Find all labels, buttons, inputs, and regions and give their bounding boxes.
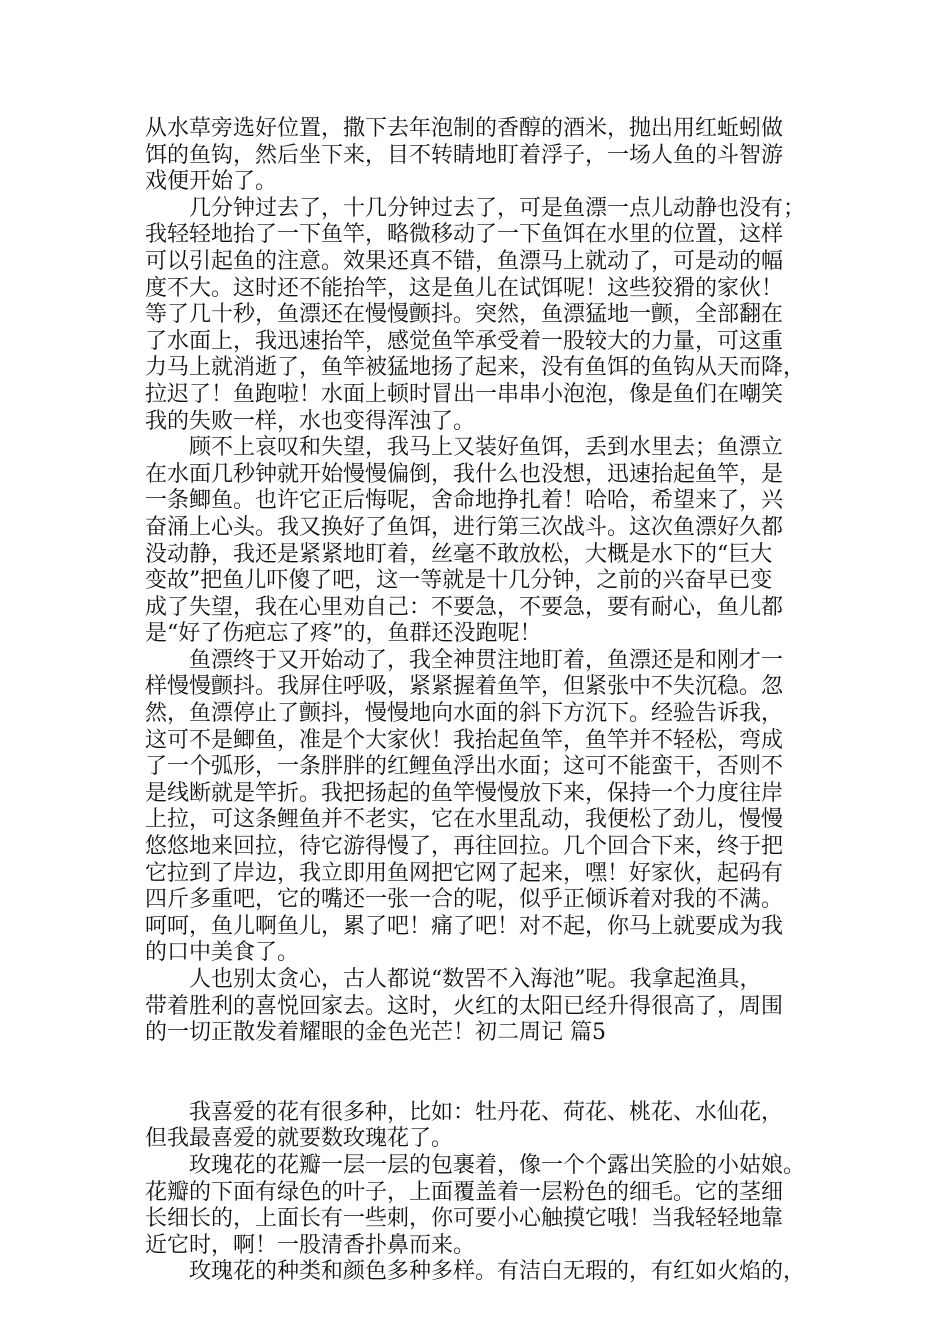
text-line: 饵的鱼钩，然后坐下来，目不转睛地盯着浮子，一场人鱼的斗智游 xyxy=(145,142,784,168)
text-line: 但我最喜爱的就要数玫瑰花了。 xyxy=(145,1126,454,1152)
text-line: 的一切正散发着耀眼的金色光芒！初二周记 篇5 xyxy=(145,1020,606,1046)
document-body xyxy=(145,116,825,1286)
text-line: 成了失望，我在心里劝自己：不要急，不要急，要有耐心，鱼儿都 xyxy=(145,594,784,620)
text-line: 我喜爱的花有很多种，比如：牡丹花、荷花、桃花、水仙花， xyxy=(145,1099,784,1125)
text-line: 然，鱼漂停止了颤抖，慢慢地向水面的斜下方沉下。经验告诉我， xyxy=(145,701,784,727)
text-line: 可以引起鱼的注意。效果还真不错，鱼漂马上就动了，可是动的幅 xyxy=(145,248,784,274)
text-line: 戏便开始了。 xyxy=(145,169,278,195)
text-line: 我轻轻地抬了一下鱼竿，略微移动了一下鱼饵在水里的位置，这样 xyxy=(145,222,784,248)
text-line: 变故”把鱼儿吓傻了吧，这一等就是十几分钟，之前的兴奋早已变 xyxy=(145,568,773,594)
text-line: 从水草旁选好位置，撒下去年泡制的香醇的酒米，抛出用红蚯蚓做 xyxy=(145,116,784,141)
text-line: 近它时，啊！一股清香扑鼻而来。 xyxy=(145,1232,476,1258)
text-line: 度不大。这时还不能抬竿，这是鱼儿在试饵呢！这些狡猾的家伙！ xyxy=(145,275,784,301)
text-line: 样慢慢颤抖。我屏住呼吸，紧紧握着鱼竿，但紧张中不失沉稳。忽 xyxy=(145,674,784,700)
essay-part-fishing xyxy=(145,116,825,1047)
text-line: 玫瑰花的花瓣一层一层的包裹着，像一个个露出笑脸的小姑娘。 xyxy=(145,1152,806,1178)
text-line: 上拉，可这条鲤鱼并不老实，它在水里乱动，我便松了劲儿，慢慢 xyxy=(145,807,784,833)
text-line: 一条鲫鱼。也许它正后悔呢，舍命地挣扎着！哈哈，希望来了，兴 xyxy=(145,488,784,514)
text-line: 呵呵，鱼儿啊鱼儿，累了吧！痛了吧！对不起，你马上就要成为我 xyxy=(145,913,784,939)
text-line: 我的失败一样，水也变得浑浊了。 xyxy=(145,408,476,434)
text-line: 了水面上，我迅速抬竿，感觉鱼竿承受着一股较大的力量，可这重 xyxy=(145,328,784,354)
text-line: 拉迟了！鱼跑啦！水面上顿时冒出一串串小泡泡，像是鱼们在嘲笑 xyxy=(145,381,784,407)
text-line: 悠悠地来回拉，待它游得慢了，再往回拉。几个回合下来，终于把 xyxy=(145,834,784,860)
text-line: 鱼漂终于又开始动了，我全神贯注地盯着，鱼漂还是和刚才一 xyxy=(145,647,784,673)
text-line: 是线断就是竿折。我把扬起的鱼竿慢慢放下来，保持一个力度往岸 xyxy=(145,780,784,806)
text-line: 等了几十秒，鱼漂还在慢慢颤抖。突然，鱼漂猛地一颤，全部翻在 xyxy=(145,302,784,328)
text-line: 了一个弧形，一条胖胖的红鲤鱼浮出水面；这可不能蛮干，否则不 xyxy=(145,754,784,780)
text-line: 它拉到了岸边，我立即用鱼网把它网了起来，嘿！好家伙，起码有 xyxy=(145,860,784,886)
text-line: 四斤多重吧，它的嘴还一张一合的呢，似乎正倾诉着对我的不满。 xyxy=(145,887,784,913)
text-line: 没动静，我还是紧紧地盯着，丝毫不敢放松，大概是水下的“巨大 xyxy=(145,541,773,567)
text-line: 顾不上哀叹和失望，我马上又装好鱼饵，丢到水里去；鱼漂立 xyxy=(145,435,784,461)
text-line: 在水面几秒钟就开始慢慢偏倒，我什么也没想，迅速抬起鱼竿，是 xyxy=(145,461,784,487)
text-line: 玫瑰花的种类和颜色多种多样。有洁白无瑕的，有红如火焰的， xyxy=(145,1259,806,1285)
text-line: 花瓣的下面有绿色的叶子，上面覆盖着一层粉色的细毛。它的茎细 xyxy=(145,1179,784,1205)
essay-part-rose xyxy=(145,1100,825,1286)
text-line: 的口中美食了。 xyxy=(145,940,300,966)
text-line: 力马上就消逝了，鱼竿被猛地扬了起来，没有鱼饵的鱼钩从天而降， xyxy=(145,355,806,381)
text-line: 几分钟过去了，十几分钟过去了，可是鱼漂一点儿动静也没有； xyxy=(145,195,806,221)
text-line: 这可不是鲫鱼，准是个大家伙！我抬起鱼竿，鱼竿并不轻松，弯成 xyxy=(145,727,784,753)
section-gap xyxy=(145,1047,825,1100)
text-line: 带着胜利的喜悦回家去。这时，火红的太阳已经升得很高了，周围 xyxy=(145,993,784,1019)
text-line: 长细长的，上面长有一些刺，你可要小心触摸它哦！当我轻轻地靠 xyxy=(145,1206,784,1232)
text-line: 人也别太贪心，古人都说“数罟不入海池”呢。我拿起渔具， xyxy=(145,967,762,992)
text-line: 是“好了伤疤忘了疼”的，鱼群还没跑呢！ xyxy=(145,621,542,647)
text-line: 奋涌上心头。我又换好了鱼饵，进行第三次战斗。这次鱼漂好久都 xyxy=(145,514,784,540)
